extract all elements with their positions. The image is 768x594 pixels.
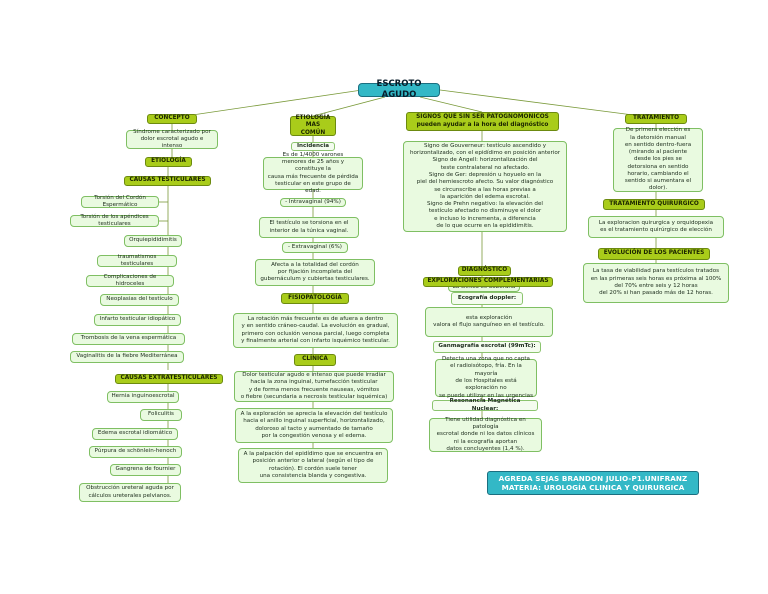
intravaginal-label: - Intravaginal (94%) bbox=[280, 198, 346, 207]
causa-testicular-item: Neoplasias del testículo bbox=[100, 294, 179, 306]
causa-extratesticular-item: Edema escrotal idiomático bbox=[92, 428, 178, 440]
tratamiento-text: De primera elección es la detorsión manual en sentido dentro-fuera (mirando al paciente desde los pies se detorsiona en sentido horario, cambiando el sentido si aumentara el dolor). bbox=[613, 128, 703, 192]
etiologia-header: ETIOLOGÍA bbox=[145, 157, 192, 167]
tratamiento-header: TRATAMIENTO bbox=[625, 114, 687, 124]
concepto-header: CONCEPTO bbox=[147, 114, 197, 124]
concepto-text: Síndrome caracterizado por dolor escrotal agudo e intenso bbox=[126, 130, 218, 149]
signos-header: SIGNOS QUE SIN SER PATOGNOMONICOS pueden ayudar a la hora del diagnóstico bbox=[406, 112, 559, 131]
gammagrafia-text: Detecta una zona que no capta el radioisótopo, fría. En la mayoría de los Hospitales está exploración no se puede utilizar en las urgencias bbox=[435, 359, 537, 397]
causa-testicular-item: Torsión del Cordón Espermático bbox=[81, 196, 159, 208]
exploraciones-header: EXPLORACIONES COMPLEMENTARIAS bbox=[423, 277, 553, 287]
causa-extratesticular-item: Púrpura de schönlein-henoch bbox=[89, 446, 182, 458]
intravaginal-text: El testículo se torsiona en el interior de la túnica vaginal. bbox=[259, 217, 359, 238]
signos-text: Signo de Gouverneur: testículo ascendido y horizontalizado, con el epidídimo en posición anterior Signo de Angell: horizontalización del teste contralateral no afectado. Signo de Ger: depresión u hoyuelo en la piel del hemiescroto afecto. Su valor diagnóstico se circunscribe a las horas previas a la aparición del edema escrotal. Signo de Prehn negativo: la elevación del testículo afectado no disminuye el dolor e incluso lo incrementa, a diferencia de lo que ocurre en la epididimitis. bbox=[403, 141, 567, 232]
causa-testicular-item: Complicaciones de hidroceles bbox=[86, 275, 174, 287]
causa-testicular-item: Infarto testicular idiopático bbox=[94, 314, 181, 326]
etiologia-comun-header: ETIOLOGÍA MAS COMÚN bbox=[290, 116, 336, 136]
causa-testicular-item: Vaginalitis de la fiebre Mediterránea bbox=[70, 351, 184, 363]
ecografia-text: esta exploración valora el flujo sanguíneo en el testículo. bbox=[425, 307, 553, 337]
root-node: ESCROTO AGUDO bbox=[358, 83, 440, 97]
fisiopatologia-header: FISIOPATOLOGÍA bbox=[281, 293, 349, 304]
evolucion-text: La tasa de viabilidad para testículos tratados en las primeras seis horas es próxima al 100% del 70% entre seis y 12 horas del 20% si han pasado más de 12 horas. bbox=[583, 263, 729, 303]
author-badge: AGREDA SEJAS BRANDON JULIO-P1.UNIFRANZ MATERIA: UROLOGÍA CLINICA Y QUIRURGICA bbox=[487, 471, 699, 495]
causa-testicular-item: Torsión de los apéndices testiculares bbox=[70, 215, 159, 227]
clinica-item: A la palpación del epidídimo que se encuentra en posición anterior o lateral (según el tipo de rotación). El cordón suele tener una consistencia blanda y congestiva. bbox=[238, 448, 388, 483]
resonancia-label: Resonancia Magnética Nuclear: bbox=[432, 400, 538, 411]
evolucion-header: EVOLUCIÓN DE LOS PACIENTES bbox=[598, 248, 710, 260]
extravaginal-label: - Extravaginal (6%) bbox=[282, 242, 348, 253]
causa-extratesticular-item: Hernia inguinoescrotal bbox=[107, 391, 179, 403]
clinica-header: CLÍNICA bbox=[294, 354, 336, 366]
diagnostico-header: DIAGNÓSTICO bbox=[458, 266, 511, 276]
clinica-item: Dolor testicular agudo e intenso que puede irradiar hacia la zona inguinal, tumefacción testicular y de forma menos frecuente nauseas, vómitos o fiebre (secundaria a necrosis testicular isquémica) bbox=[234, 371, 394, 402]
causa-extratesticular-item: Obstrucción ureteral aguda por cálculos ureterales pelvianos. bbox=[79, 483, 181, 502]
incidencia-text: Es de 1/4000 varones menores de 25 años y constituye la causa más frecuente de pérdida testicular en este grupo de edad. bbox=[263, 157, 363, 190]
incidencia-label: Incidencia bbox=[291, 142, 335, 151]
tratamiento-quirurgico-text: La exploracion quirurgica y orquidopexia es el tratamiento quirúrgico de elección bbox=[588, 216, 724, 238]
clinica-item: A la exploración se aprecia la elevación del testículo hacia el anillo inguinal superficial, horizontalizado, doloroso al tacto y aumentado de tamaño por la congestión venosa y el edema. bbox=[235, 408, 393, 443]
causas-testiculares-header: CAUSAS TESTICULARES bbox=[124, 176, 211, 186]
extravaginal-text: Afecta a la totalidad del cordón por fijación incompleta del gubernáculum y cubiertas testiculares. bbox=[255, 259, 375, 286]
causa-testicular-item: traumatismos testiculares bbox=[97, 255, 177, 267]
fisiopatologia-text: La rotación más frecuente es de afuera a dentro y en sentido cráneo-caudal. La evolución es gradual, primero con oclusión venosa parcial, luego completa y finalmente arterial con infarto isquémico testicular. bbox=[233, 313, 398, 348]
causas-extratesticulares-header: CAUSAS EXTRATESTICULARES bbox=[115, 374, 223, 384]
ecografia-label: Ecografía doppler: bbox=[451, 292, 523, 305]
causa-extratesticular-item: Foliculitis bbox=[140, 409, 182, 421]
causa-testicular-item: Orquiepididimitis bbox=[124, 235, 182, 247]
tratamiento-quirurgico-header: TRATAMIENTO QUIRURGICO bbox=[603, 199, 705, 210]
resonancia-text: Tiene utilidad diagnóstica en patología escrotal donde ni los datos clínicos ni la ecografía aportan datos concluyentes (1,4 %). bbox=[429, 418, 542, 452]
causa-extratesticular-item: Gangrena de fournier bbox=[110, 464, 181, 476]
gammagrafia-label: Ganmagrafía escrotal (99mTc): bbox=[433, 341, 541, 353]
causa-testicular-item: Trombosis de la vena espermática bbox=[72, 333, 185, 345]
